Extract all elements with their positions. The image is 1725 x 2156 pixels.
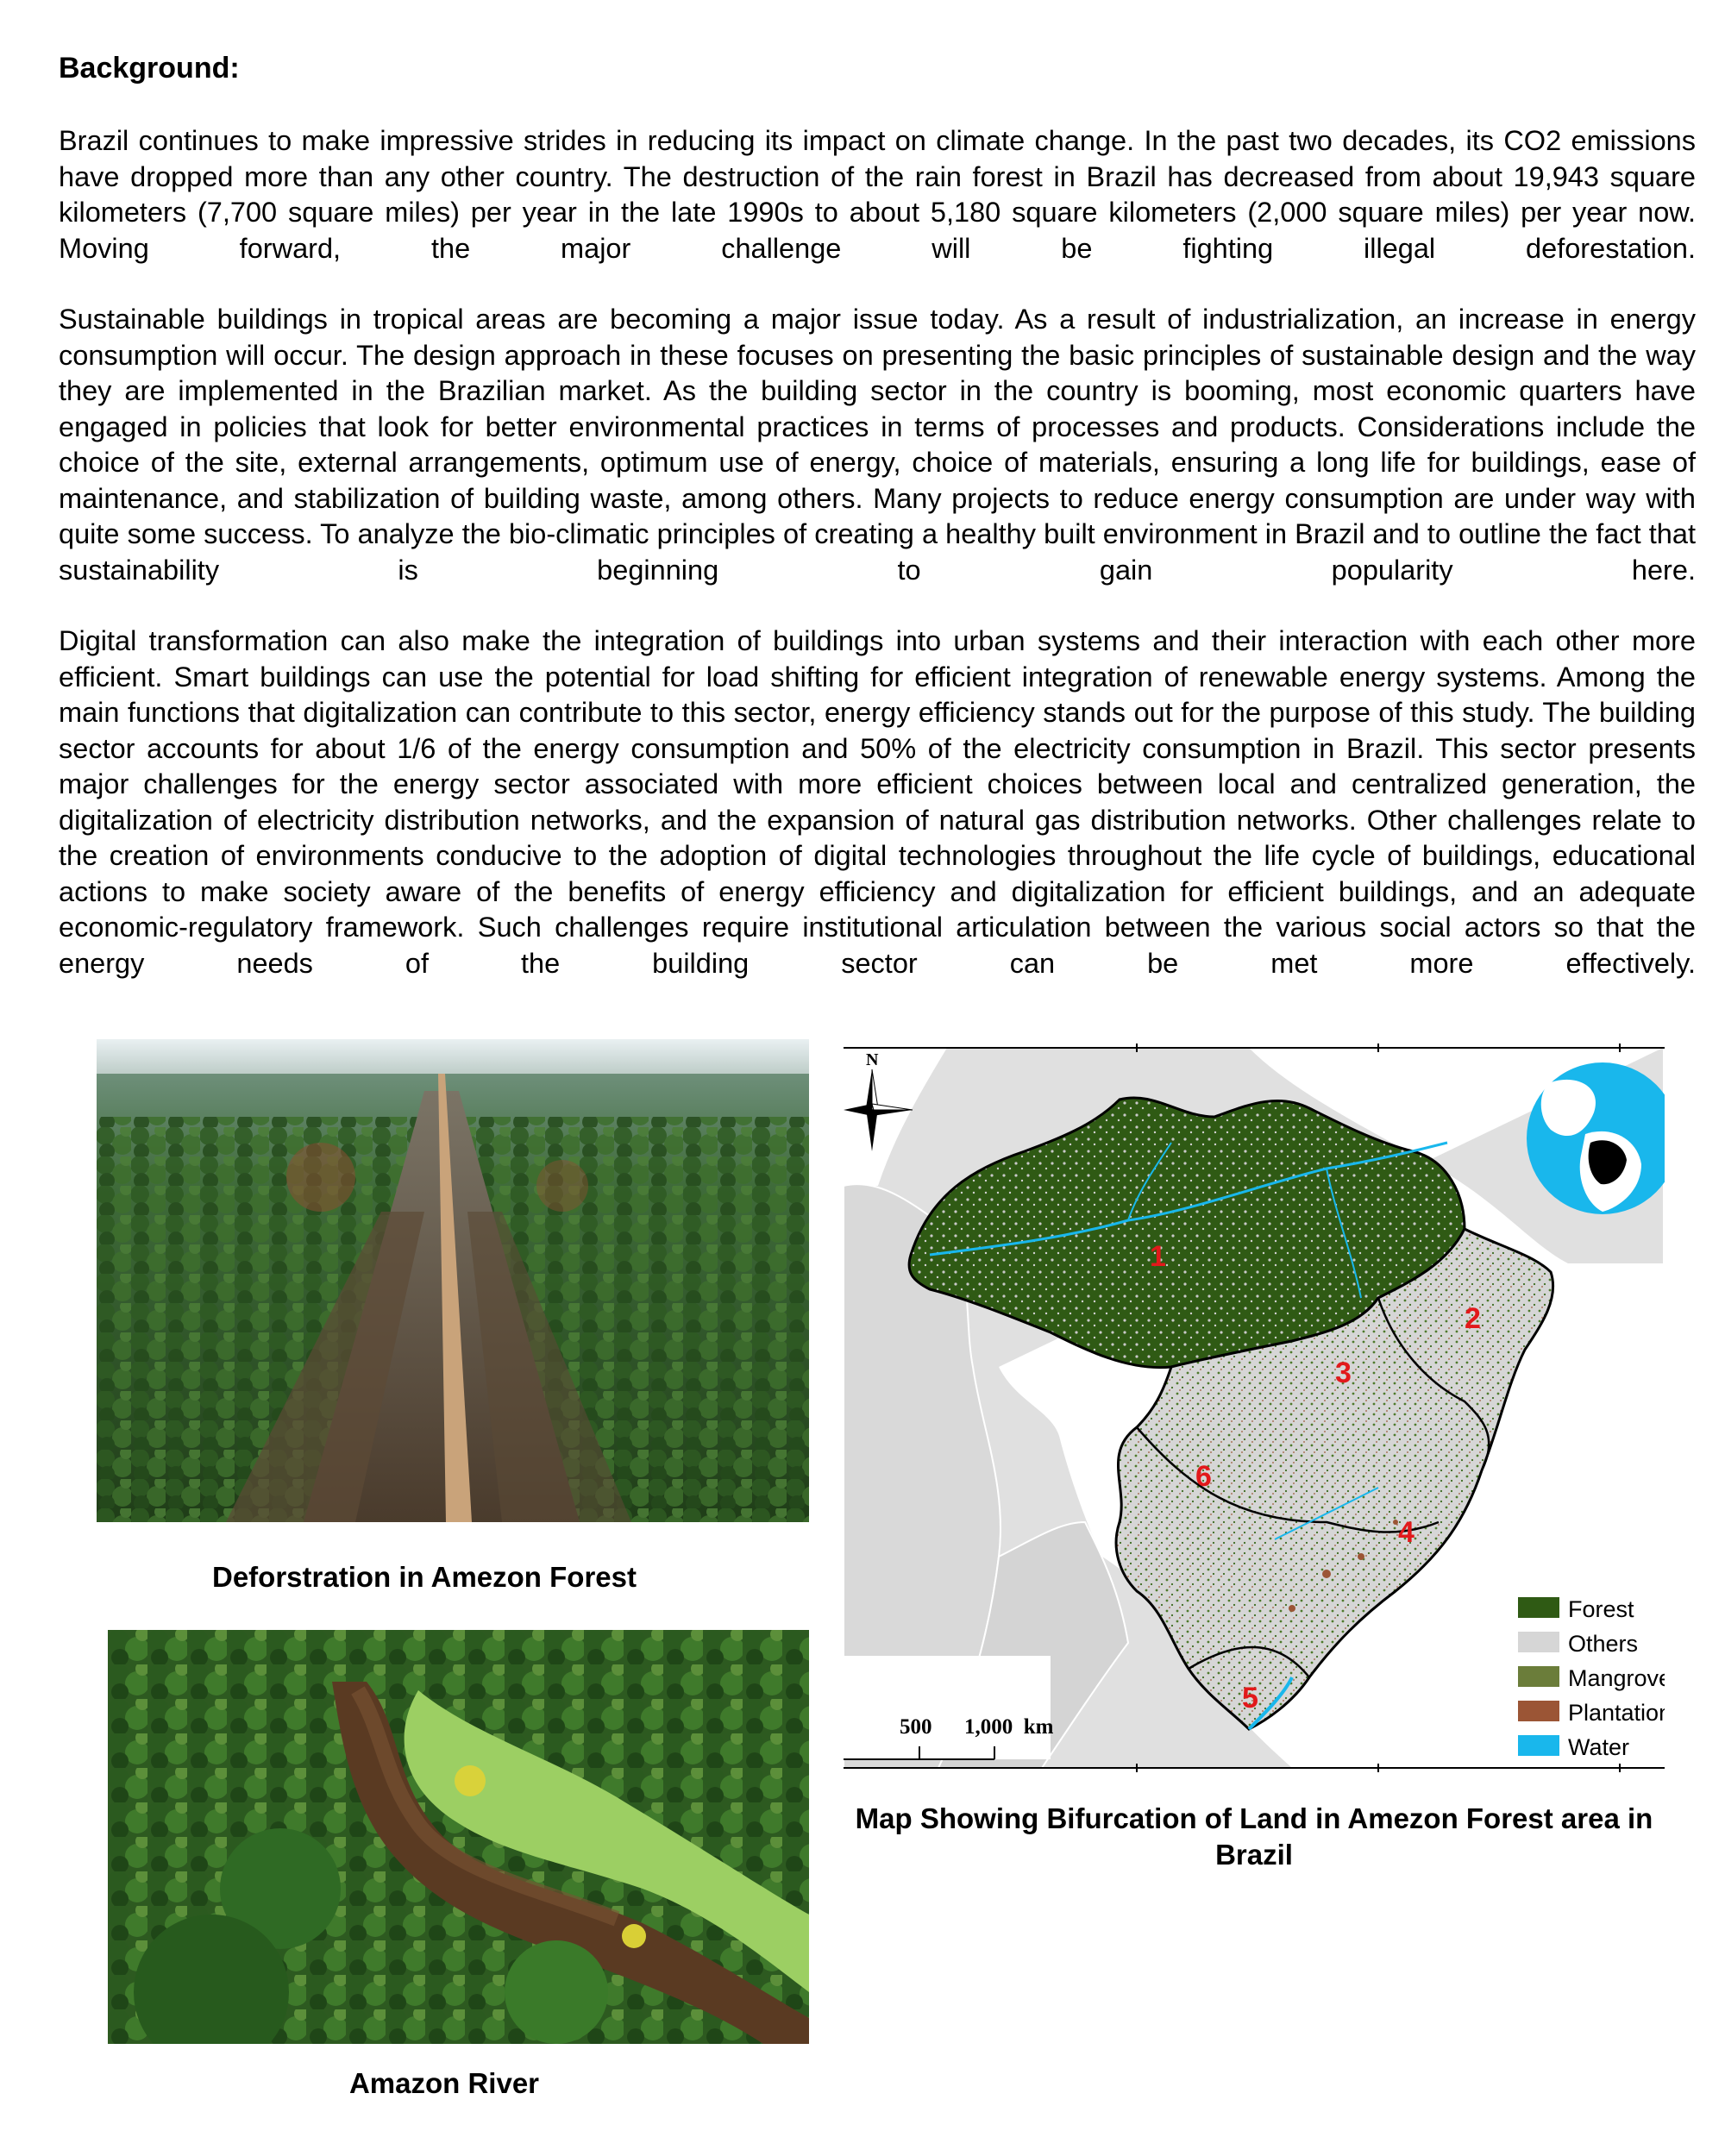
- map-legend: [1512, 1587, 1665, 1764]
- region-number-1: 1: [1150, 1240, 1166, 1273]
- scale-bar: [844, 1656, 1054, 1759]
- region-number-4: 4: [1398, 1516, 1414, 1549]
- paragraph-digital-transformation: Digital transformation can also make the integration of buildings into urban systems and their interaction with each other more efficient. Smart buildings can use the potential for load shifting for efficient integration of renewable energy systems. Among the main functions that digitalization can contribute to this sector, energy efficiency stands out for the purpose of this study. The building sector accounts for about 1/6 of the energy consumption and 50% of the electricity consumption in Brazil. This sector presents major challenges for the energy sector associated with more efficient choices between local and centralized generation, the digitalization of electricity distribution networks, and the expansion of natural gas distribution networks. Other challenges relate to the creation of environments conducive to the adoption of digital technologies throughout the life cycle of buildings, educational actions to make society aware of the benefits of energy efficiency and digitalization for efficient buildings, and an adequate economic-regulatory framework. Such challenges require institutional articulation between the various social actors so that the energy needs of the building sector can be met more effectively.: [59, 625, 1696, 979]
- legend-label-water: Water: [1568, 1734, 1630, 1760]
- legend-label-plantation: Plantation: [1568, 1700, 1665, 1726]
- deforestation-photo: [97, 1039, 809, 1522]
- brazil-land-cover-map: [844, 1039, 1665, 1777]
- map-caption: Map Showing Bifurcation of Land in Amezon Forest area in Brazil: [855, 1802, 1653, 1871]
- region-number-5: 5: [1242, 1682, 1258, 1714]
- legend-swatch-mangrove: [1518, 1666, 1559, 1687]
- region-number-6: 6: [1195, 1460, 1212, 1493]
- paragraph-emissions: Brazil continues to make impressive strides in reducing its impact on climate change. In the past two decades, its CO2 emissions have dropped more than any other country. The destruction of the rain forest in Brazil has decreased from about 19,943 square kilometers (7,700 square miles) per year in the late 1990s to about 5,180 square kilometers (2,000 square miles) per year now. Moving forward, the major challenge will be fighting illegal deforestation.: [59, 125, 1696, 264]
- region-number-3: 3: [1335, 1357, 1352, 1389]
- region-number-2: 2: [1465, 1302, 1481, 1335]
- legend-swatch-water: [1518, 1735, 1559, 1756]
- paragraph-sustainable-buildings: Sustainable buildings in tropical areas are becoming a major issue today. As a result of industrialization, an increase in energy consumption will occur. The design approach in these focuses on presenting the basic principles of sustainable design and the way they are implemented in the Brazilian market. As the building sector in the country is booming, most economic quarters have engaged in policies that look for better environmental practices in terms of processes and products. Considerations include the choice of the site, external arrangements, optimum use of energy, choice of materials, ensuring a long life for buildings, ease of maintenance, and stabilization of building waste, among others. Many projects to reduce energy consumption are under way with quite some success. To analyze the bio-climatic principles of creating a healthy built environment in Brazil and to outline the fact that sustainability is beginning to gain popularity here.: [59, 304, 1696, 586]
- legend-swatch-plantation: [1518, 1701, 1559, 1721]
- scale-label-500: 500: [900, 1715, 932, 1739]
- legend-label-mangrove: Mangrove: [1568, 1665, 1665, 1691]
- scale-label-1000: 1,000 km: [964, 1715, 1054, 1739]
- legend-label-forest: Forest: [1568, 1596, 1634, 1622]
- north-label: N: [866, 1050, 879, 1069]
- legend-label-others: Others: [1568, 1631, 1639, 1657]
- river-caption: Amazon River: [348, 2067, 540, 2099]
- deforestation-caption: Deforstration in Amezon Forest: [212, 1561, 637, 1593]
- legend-swatch-others: [1518, 1632, 1559, 1652]
- section-heading: Background:: [59, 52, 240, 85]
- legend-swatch-forest: [1518, 1597, 1559, 1618]
- river-photo: [108, 1630, 809, 2044]
